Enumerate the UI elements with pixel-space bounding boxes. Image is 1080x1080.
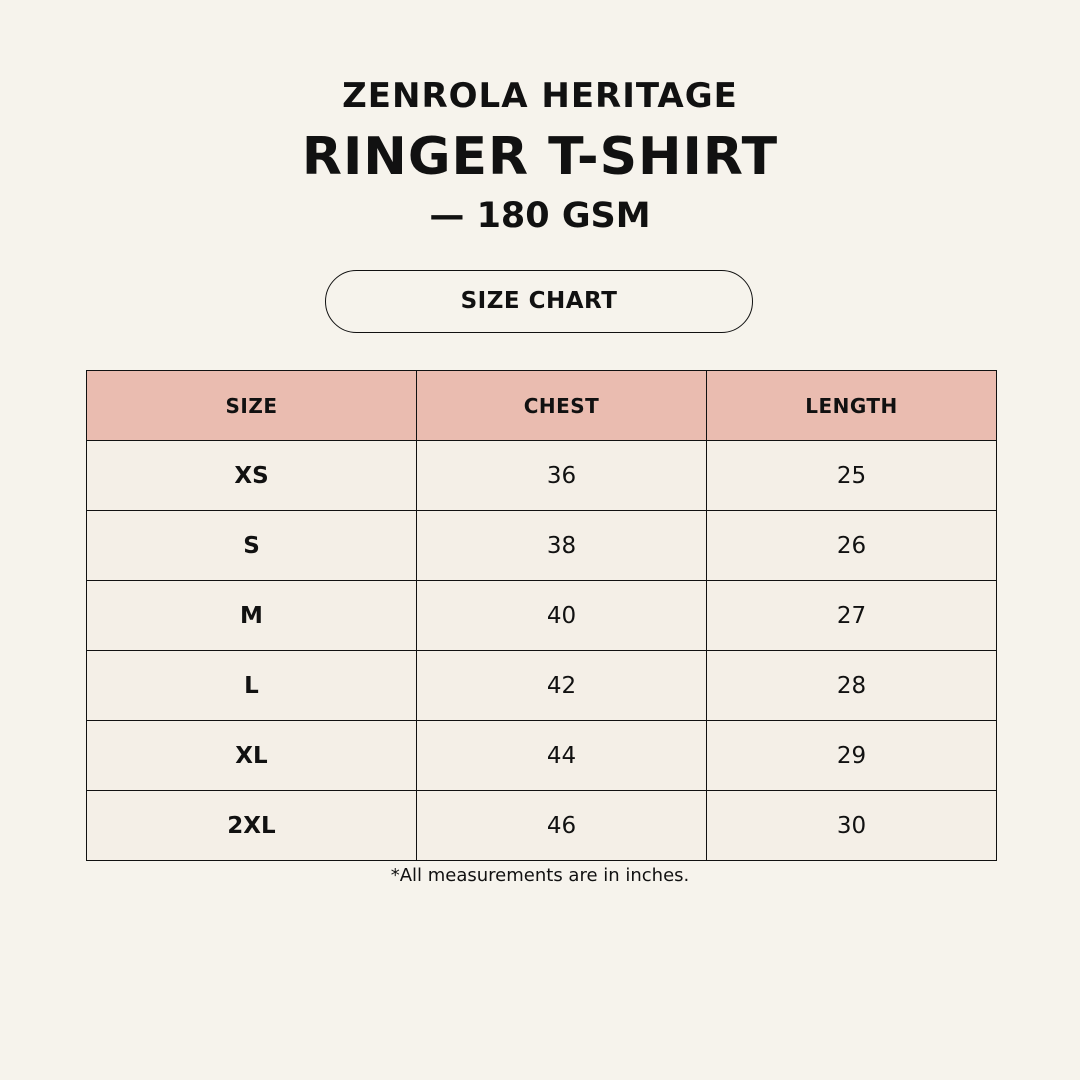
length-cell: 28 — [707, 651, 997, 721]
column-header-length: LENGTH — [707, 371, 997, 441]
chest-cell: 40 — [417, 581, 707, 651]
size-chart-badge: SIZE CHART — [325, 270, 753, 333]
chest-cell: 38 — [417, 511, 707, 581]
measurement-footnote: *All measurements are in inches. — [390, 865, 690, 886]
size-cell: XS — [87, 441, 417, 511]
table-row — [87, 791, 997, 861]
size-cell: L — [87, 651, 417, 721]
product-title: RINGER T-SHIRT — [301, 127, 779, 187]
chest-cell: 36 — [417, 441, 707, 511]
fabric-weight: — 180 GSM — [429, 196, 651, 236]
chest-cell: 42 — [417, 651, 707, 721]
size-cell: 2XL — [87, 791, 417, 861]
table-row — [87, 721, 997, 791]
brand-name: ZENROLA HERITAGE — [342, 76, 738, 116]
length-cell: 29 — [707, 721, 997, 791]
size-cell: XL — [87, 721, 417, 791]
chest-cell: 46 — [417, 791, 707, 861]
size-cell: M — [87, 581, 417, 651]
length-cell: 30 — [707, 791, 997, 861]
size-table — [86, 370, 997, 861]
table-row — [87, 511, 997, 581]
table-row — [87, 581, 997, 651]
size-cell: S — [87, 511, 417, 581]
column-header-chest: CHEST — [417, 371, 707, 441]
chest-cell: 44 — [417, 721, 707, 791]
length-cell: 26 — [707, 511, 997, 581]
table-header-row — [87, 371, 997, 441]
table-row — [87, 441, 997, 511]
length-cell: 27 — [707, 581, 997, 651]
table-row — [87, 651, 997, 721]
length-cell: 25 — [707, 441, 997, 511]
column-header-size: SIZE — [87, 371, 417, 441]
